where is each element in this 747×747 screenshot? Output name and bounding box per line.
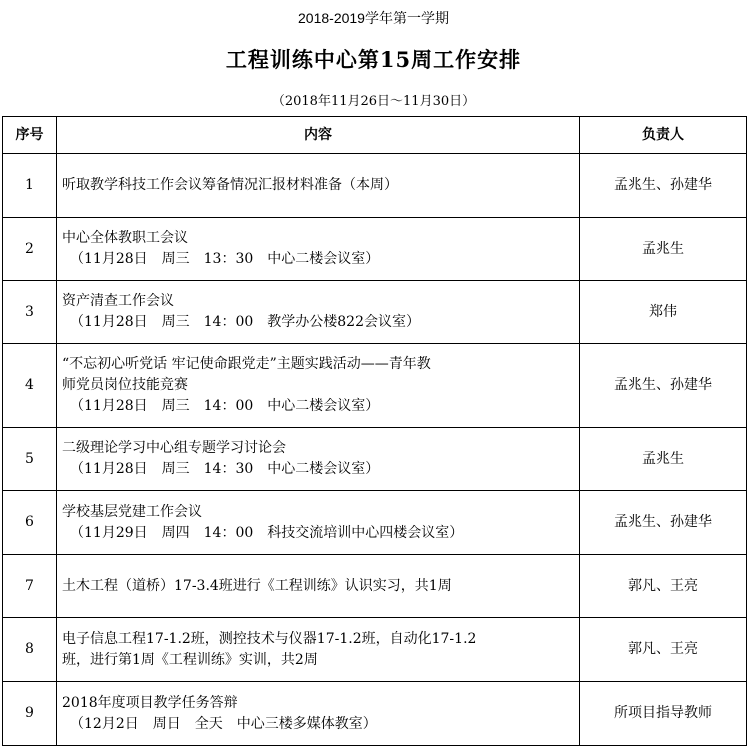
row-owner: 郑伟 — [580, 281, 747, 344]
row-number: 9 — [3, 682, 57, 746]
row-content — [57, 154, 580, 218]
table-header-row — [3, 117, 747, 154]
content-line: 听取教学科技工作会议筹备情况汇报材料准备（本周） — [62, 177, 398, 193]
semester-label: 2018-2019学年第一学期 — [298, 10, 449, 26]
row-content — [57, 555, 580, 618]
content-line: 中心全体教职工会议 — [62, 230, 188, 246]
content-detail: （11月29日 周四 14：00 科技交流培训中心四楼会议室） — [70, 524, 464, 541]
row-owner: 孟兆生、孙建华 — [580, 491, 747, 555]
table-row — [3, 682, 747, 746]
row-owner: 孟兆生 — [580, 428, 747, 491]
column-header-owner: 负责人 — [580, 117, 747, 154]
row-content — [57, 618, 580, 682]
content-detail: （11月28日 周三 14：00 中心二楼会议室） — [70, 398, 380, 414]
table-row — [3, 154, 747, 218]
content-line: 2018年度项目教学任务答辩 — [62, 694, 238, 711]
row-owner: 孟兆生、孙建华 — [580, 344, 747, 428]
table-row — [3, 618, 747, 682]
content-line: 二级理论学习中心组专题学习讨论会 — [62, 440, 286, 456]
row-owner: 郭凡、王亮 — [580, 618, 747, 682]
row-number: 4 — [3, 344, 57, 428]
schedule-table — [2, 116, 747, 746]
row-number: 3 — [3, 281, 57, 344]
row-number: 1 — [3, 154, 57, 218]
table-row — [3, 555, 747, 618]
content-line: 师党员岗位技能竞赛 — [62, 377, 188, 393]
row-content — [57, 218, 580, 281]
table-row — [3, 428, 747, 491]
column-header-num: 序号 — [3, 117, 57, 154]
row-number: 7 — [3, 555, 57, 618]
row-content — [57, 281, 580, 344]
date-range: （2018年11月26日～11月30日） — [271, 94, 476, 109]
row-owner: 所项目指导教师 — [580, 682, 747, 746]
content-detail: （11月28日 周三 14：30 中心二楼会议室） — [70, 461, 380, 477]
row-owner: 郭凡、王亮 — [580, 555, 747, 618]
content-detail: （12月2日 周日 全天 中心三楼多媒体教室） — [70, 715, 377, 732]
content-detail: （11月28日 周三 13：30 中心二楼会议室） — [70, 251, 380, 267]
row-content — [57, 491, 580, 555]
table-row — [3, 491, 747, 555]
content-line: 班，进行第1周《工程训练》实训，共2周 — [62, 651, 318, 668]
content-line: “不忘初心听党话 牢记使命跟党走”主题实践活动——青年教 — [62, 356, 431, 372]
row-number: 8 — [3, 618, 57, 682]
row-content — [57, 428, 580, 491]
row-owner: 孟兆生 — [580, 218, 747, 281]
row-content — [57, 344, 580, 428]
row-number: 5 — [3, 428, 57, 491]
content-line: 资产清查工作会议 — [62, 293, 174, 309]
table-row — [3, 281, 747, 344]
row-number: 6 — [3, 491, 57, 555]
content-line: 学校基层党建工作会议 — [62, 503, 202, 520]
page-title: 工程训练中心第15周工作安排 — [225, 47, 522, 72]
table-row — [3, 218, 747, 281]
content-line: 电子信息工程17-1.2班，测控技术与仪器17-1.2班，自动化17-1.2 — [62, 630, 477, 647]
content-line: 土木工程（道桥）17-3.4班进行《工程训练》认识实习，共1周 — [62, 577, 452, 594]
content-detail: （11月28日 周三 14：00 教学办公楼822会议室） — [70, 314, 420, 330]
row-number: 2 — [3, 218, 57, 281]
column-header-content: 内容 — [57, 117, 580, 154]
row-owner: 孟兆生、孙建华 — [580, 154, 747, 218]
table-row — [3, 344, 747, 428]
row-content — [57, 682, 580, 746]
